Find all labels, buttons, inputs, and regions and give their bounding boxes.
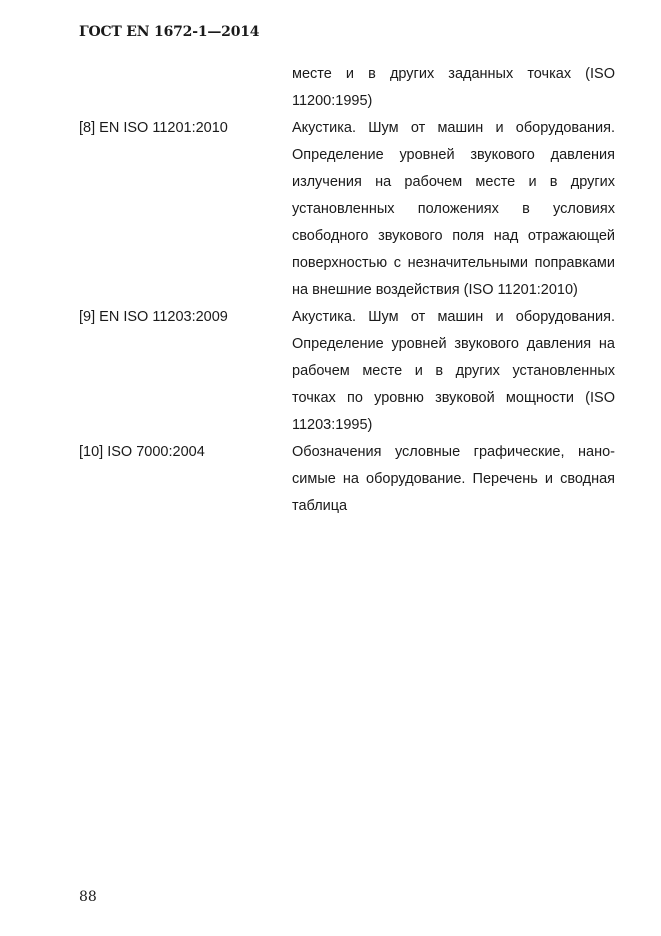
bibliography-entry — [79, 115, 615, 304]
bibliography-entry — [79, 61, 615, 115]
document-header: ГОСТ EN 1672-1—2014 — [79, 24, 260, 40]
reference-number: [10] ISO 7000:2004 — [79, 444, 205, 460]
reference-title: Акустика. Шум от машин и оборудования. Определение уровней звукового давления на рабочем месте и в других установленных точках по уровню звуковой мощности (ISO 11203:1995) — [292, 309, 615, 433]
bibliography-entry — [79, 304, 615, 439]
reference-number — [79, 61, 292, 115]
bibliography-entry — [79, 439, 615, 520]
reference-number: [8] EN ISO 11201:2010 — [79, 120, 228, 136]
page-number: 88 — [79, 889, 97, 905]
reference-title: Акустика. Шум от машин и оборудования. Определение уровней звукового давления излучения на рабочем месте и в других установленных положениях в условиях свободного звукового поля над отражающей поверхностью с незначительными поправками на внешние воздействия (ISO 11201:2010) — [292, 120, 615, 298]
bibliography-list — [79, 61, 615, 520]
reference-number: [9] EN ISO 11203:2009 — [79, 309, 228, 325]
reference-title: месте и в других заданных точках (ISO 11200:1995) — [292, 66, 615, 109]
reference-title: Обозначения условные графические, наносимые на оборудование. Перечень и сводная таблица — [292, 444, 615, 514]
